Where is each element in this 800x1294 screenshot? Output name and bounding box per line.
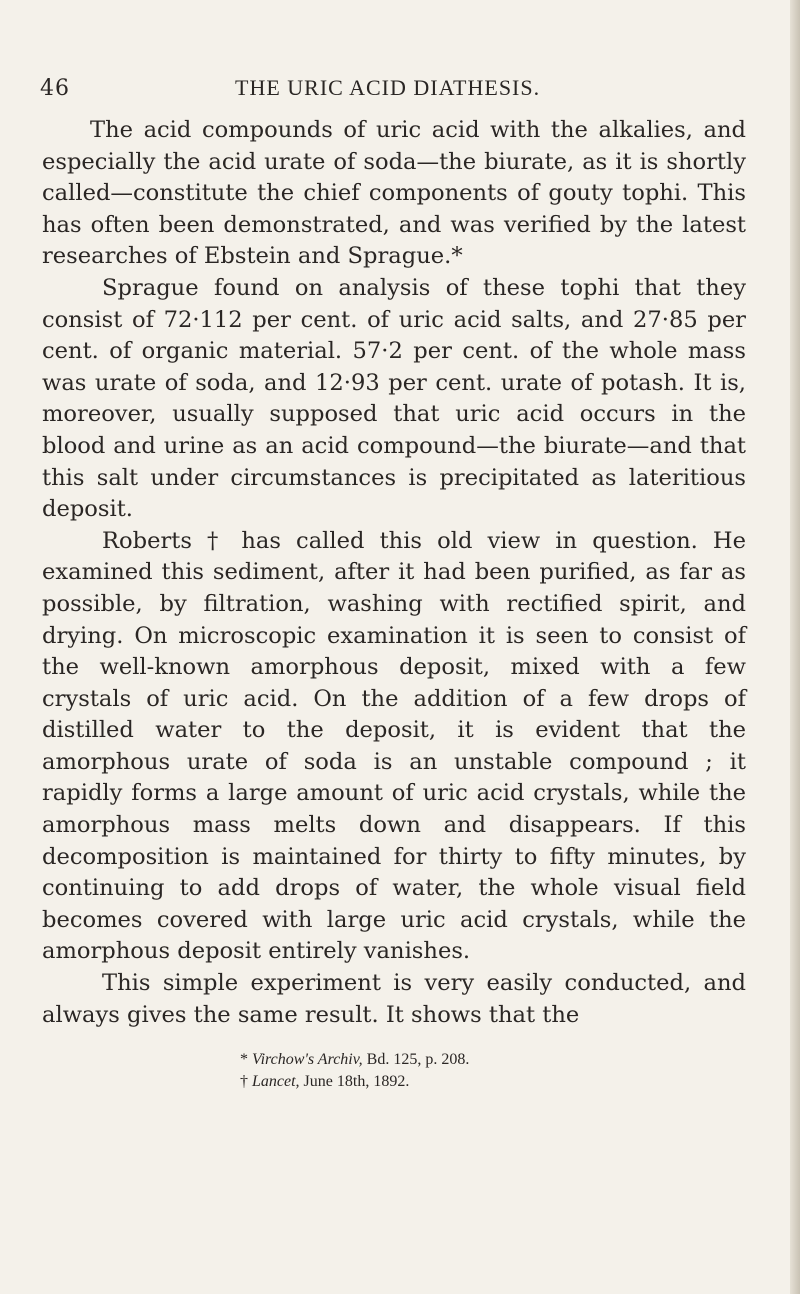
paragraph: Sprague found on analysis of these tophi that they consist of 72·112 per cent. of uric acid salts, and 27·85 per cent. of organic material. 57·2 per cent. of the whole mass was urate of soda, and 12·93 per cent. urate of potash. It is, moreover, usually supposed that uric acid occurs in the blood and urine as an acid compound—the biurate—and that this salt under circumstances is precipitated as lateritious deposit.	[42, 274, 746, 523]
footnote-marker: *	[240, 1051, 248, 1069]
page-edge-shadow	[790, 0, 800, 1294]
footnotes	[40, 1049, 746, 1093]
footnote-marker: †	[240, 1073, 248, 1091]
footnote-source: Lancet,	[252, 1073, 300, 1091]
running-title: THE URIC ACID DIATHESIS.	[235, 75, 541, 100]
paragraph: The acid compounds of uric acid with the alkalies, and especially the acid urate of soda—the biurate, as it is shortly called—constitute the chief components of gouty tophi. This has often been demonstrated, and was verified by the latest researches of Ebstein and Sprague.*	[42, 117, 746, 270]
footnote-detail: June 18th, 1892.	[303, 1073, 410, 1091]
book-page	[40, 75, 746, 1093]
footnote-source: Virchow's Archiv,	[252, 1051, 363, 1069]
running-header	[40, 75, 746, 101]
footnote-detail: Bd. 125, p. 208.	[366, 1051, 470, 1069]
footnote	[240, 1049, 746, 1071]
footnote	[240, 1071, 746, 1093]
body-text	[40, 115, 746, 1031]
page-number: 46	[40, 76, 70, 101]
paragraph: Roberts † has called this old view in question. He examined this sediment, after it had been purified, as far as possible, by filtration, washing with rectified spirit, and drying. On microscopic examination it is seen to consist of the well-known amorphous deposit, mixed with a few crystals of uric acid. On the addition of a few drops of distilled water to the deposit, it is evident that the amorphous urate of soda is an unstable compound ; it rapidly forms a large amount of uric acid crystals, while the amorphous mass melts down and disappears. If this decomposition is maintained for thirty to fifty minutes, by continuing to add drops of water, the whole visual field becomes covered with large uric acid crystals, while the amorphous deposit entirely vanishes.	[42, 527, 746, 965]
paragraph: This simple experiment is very easily conducted, and always gives the same result. It shows that the	[42, 970, 746, 1028]
